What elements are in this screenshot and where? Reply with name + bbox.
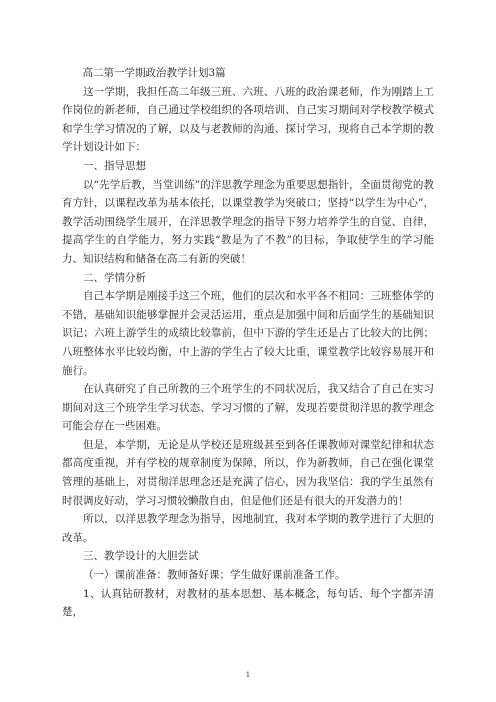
paragraph-reform: 所以，以洋思教学理念为指导，因地制宜，我对本学期的教学进行了大胆的改革。 (62, 513, 434, 544)
subsection-heading-preparation: （一）课前准备：教师备好课；学生做好课前准备工作。 (83, 569, 346, 582)
section-heading-teaching-design: 三、教学设计的大胆尝试 (83, 550, 199, 563)
paragraph-student-analysis: 自己本学期是刚接手这三个班，他们的层次和水平各不相同：三班整体学的不错，基础知识能够掌握并会灵活运用，重点是加强中间和后面学生的基础知识识记；六班上游学生的成绩比较靠前，但中下游的学生还是占了比较大的比例；八班整体水平比较均衡，中上游的学生占了较大比重，课堂教学比较容易展开和施行。 (62, 290, 434, 377)
page-number: 1 (245, 671, 251, 679)
paragraph-confidence: 但是，本学期，无论是从学校还是班级甚至到各任课教师对课堂纪律和状态都高度重视，并有学校的规章制度为保障，所以，作为新教师，自己在强化课堂管理的基础上，对贯彻洋思理念还是充满了信心，因为我坚信：我的学生虽然有时很调皮好动，学习习惯较懒散自由，但是他们还是有很大的开发潜力的！ (62, 438, 434, 507)
document-body (62, 64, 434, 622)
paragraph-intro: 这一学期，我担任高二年级三班、六班、八班的政治课老师，作为刚踏上工作岗位的新老师，自己通过学校组织的各项培训、自己实习期间对学校教学模式和学生学习情况的了解，以及与老教师的沟通、探讨学习，现将自己本学期的教学计划设计如下： (62, 85, 434, 154)
document-title: 高二第一学期政治教学计划3篇 (82, 67, 226, 79)
list-item-study-materials: 1、认真钻研教材，对教材的基本思想、基本概念，每句话、每个字都弄清楚， (62, 587, 434, 619)
section-heading-guiding-ideology: 一、指导思想 (83, 159, 146, 172)
section-heading-student-analysis: 二、学情分析 (83, 271, 146, 284)
paragraph-research: 在认真研究了自己所教的三个班学生的不同状况后，我又结合了自己在实习期间对这三个班学生学习状态、学习习惯的了解，发现若要贯彻洋思的教学理念可能会存在一些困难。 (62, 383, 434, 433)
paragraph-guiding-ideology: 以“先学后教，当堂训练”的洋思教学理念为重要思想指针，全面贯彻党的教育方针，以课程改革为基本依托，以课堂教学为突破口；坚持“以学生为中心”，教学活动围绕学生展开，在洋思教学理念的指导下努力培养学生的自觉、自律，提高学生的自学能力，努力实践“教是为了不教”的目标，争取使学生的学习能力、知识结构和储备在高二有新的突破！ (62, 178, 434, 265)
